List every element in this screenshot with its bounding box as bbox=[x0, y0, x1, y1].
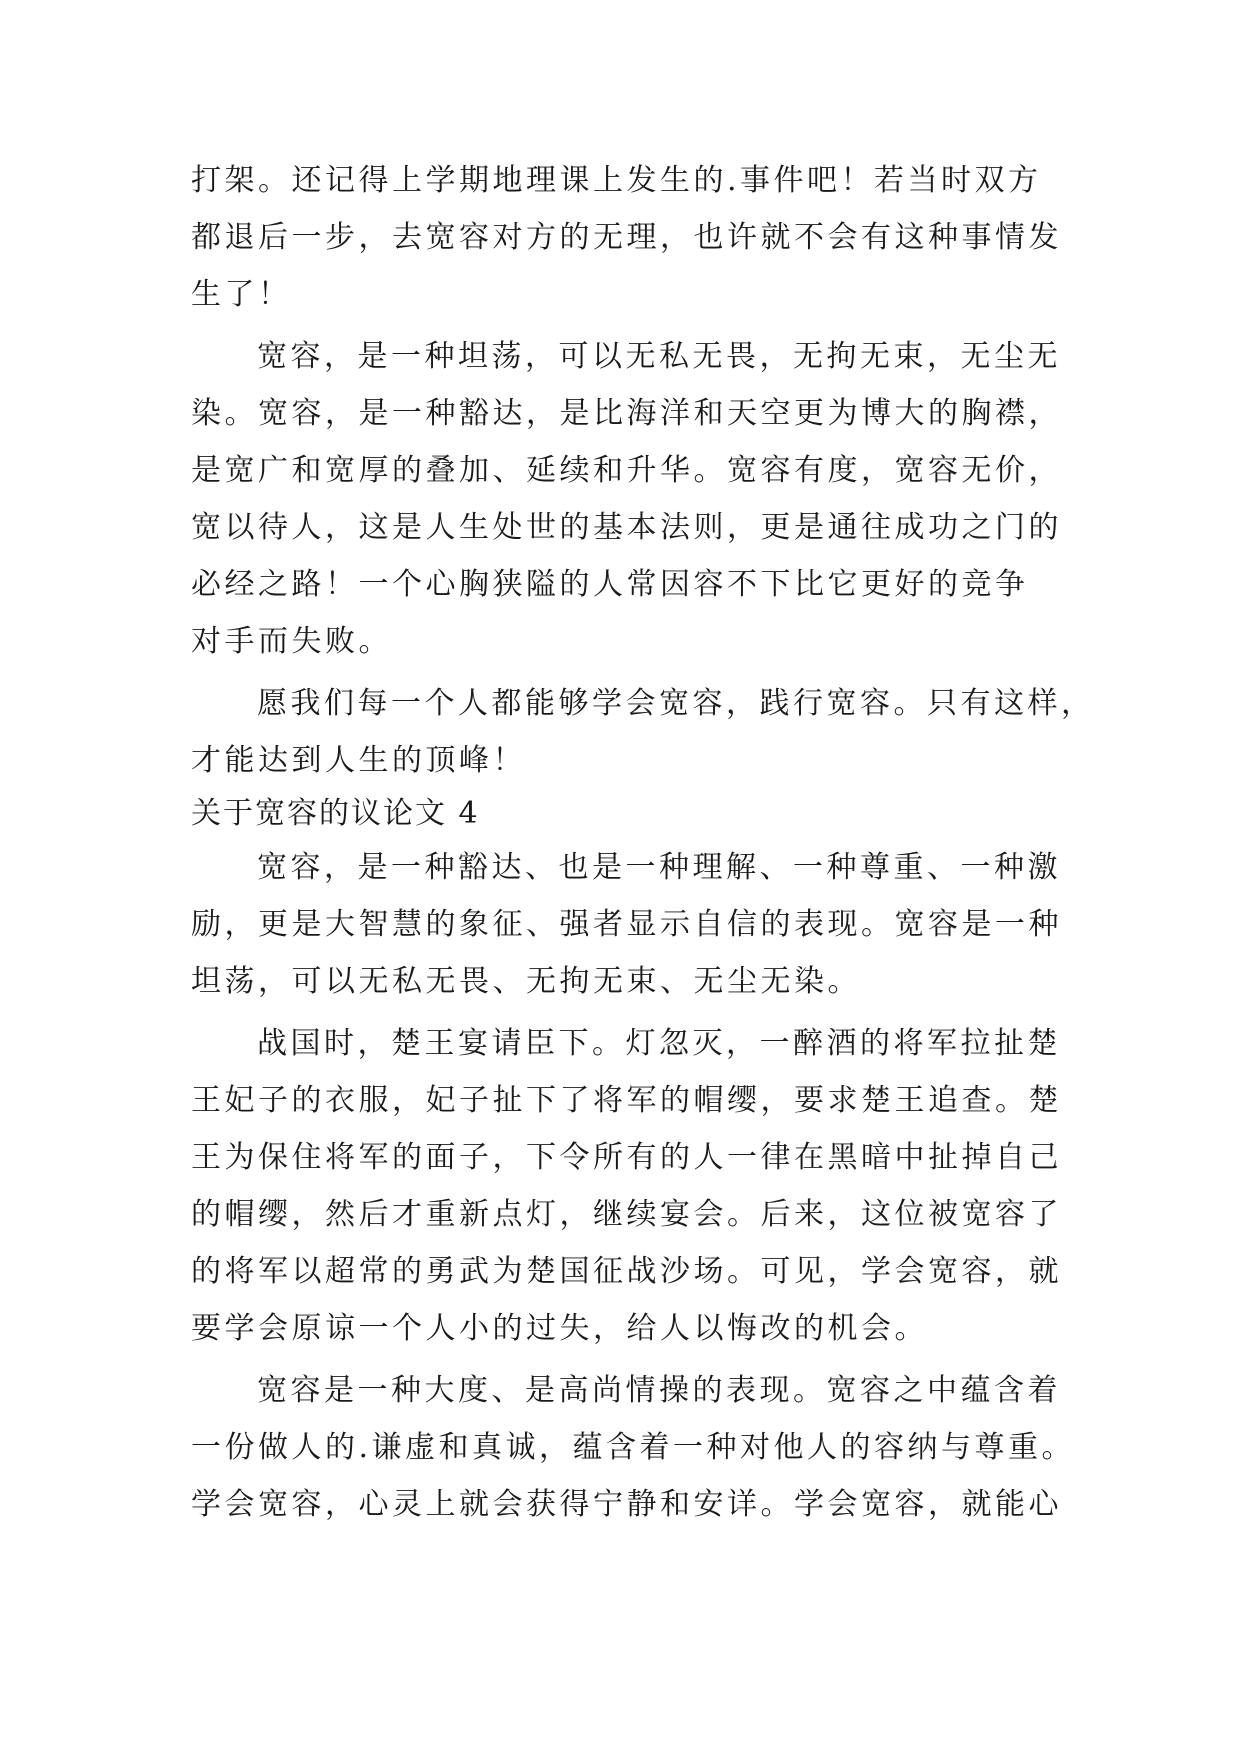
text-line: 必经之路！一个心胸狭隘的人常因容不下比它更好的竞争 bbox=[191, 567, 1029, 602]
text-line: 宽以待人，这是人生处世的基本法则，更是通往成功之门的 bbox=[191, 510, 1062, 545]
text-line: 对手而失败。 bbox=[191, 624, 392, 659]
paragraph bbox=[191, 1015, 1061, 1357]
text-line: 才能达到人生的顶峰！ bbox=[191, 743, 526, 778]
text-line: 励，更是大智慧的象征、强者显示自信的表现。宽容是一种 bbox=[191, 907, 1062, 942]
text-line: 战国时，楚王宴请臣下。灯忽灭，一醉酒的将军拉扯楚 bbox=[257, 1026, 1061, 1061]
paragraph bbox=[191, 152, 1061, 323]
section-heading: 关于宽容的议论文 4 bbox=[191, 796, 480, 831]
text-line: 坦荡，可以无私无畏、无拘无束、无尘无染。 bbox=[191, 964, 861, 999]
document-body bbox=[191, 152, 1095, 1533]
paragraph bbox=[191, 839, 1061, 1010]
text-line: 生了！ bbox=[191, 277, 292, 312]
text-line: 打架。还记得上学期地理课上发生的.事件吧！若当时双方 bbox=[191, 163, 1042, 198]
text-line: 的将军以超常的勇武为楚国征战沙场。可见，学会宽容，就 bbox=[191, 1254, 1062, 1289]
paragraph bbox=[191, 1362, 1076, 1533]
text-line: 宽容，是一种豁达、也是一种理解、一种尊重、一种激 bbox=[257, 850, 1061, 885]
paragraph bbox=[191, 675, 1095, 789]
text-line: 染。宽容，是一种豁达，是比海洋和天空更为博大的胸襟， bbox=[191, 396, 1062, 431]
text-line: 王妃子的衣服，妃子扯下了将军的帽缨，要求楚王追查。楚 bbox=[191, 1083, 1062, 1118]
text-line: 王为保住将军的面子，下令所有的人一律在黑暗中扯掉自己 bbox=[191, 1140, 1062, 1175]
text-line: 的帽缨，然后才重新点灯，继续宴会。后来，这位被宽容了 bbox=[191, 1197, 1062, 1232]
text-line: 宽容，是一种坦荡，可以无私无畏，无拘无束，无尘无 bbox=[257, 339, 1061, 374]
text-line: 都退后一步，去宽容对方的无理，也许就不会有这种事情发 bbox=[191, 220, 1062, 255]
text-line: 愿我们每一个人都能够学会宽容，践行宽容。只有这样， bbox=[257, 686, 1095, 721]
paragraph bbox=[191, 328, 1061, 670]
text-line: 一份做人的.谦虚和真诚，蕴含着一种对他人的容纳与尊重。 bbox=[191, 1430, 1076, 1465]
text-line: 是宽广和宽厚的叠加、延续和升华。宽容有度，宽容无价， bbox=[191, 453, 1062, 488]
text-line: 宽容是一种大度、是高尚情操的表现。宽容之中蕴含着 bbox=[257, 1373, 1061, 1408]
text-line: 要学会原谅一个人小的过失，给人以悔改的机会。 bbox=[191, 1311, 928, 1346]
text-line: 学会宽容，心灵上就会获得宁静和安详。学会宽容，就能心 bbox=[191, 1487, 1062, 1522]
